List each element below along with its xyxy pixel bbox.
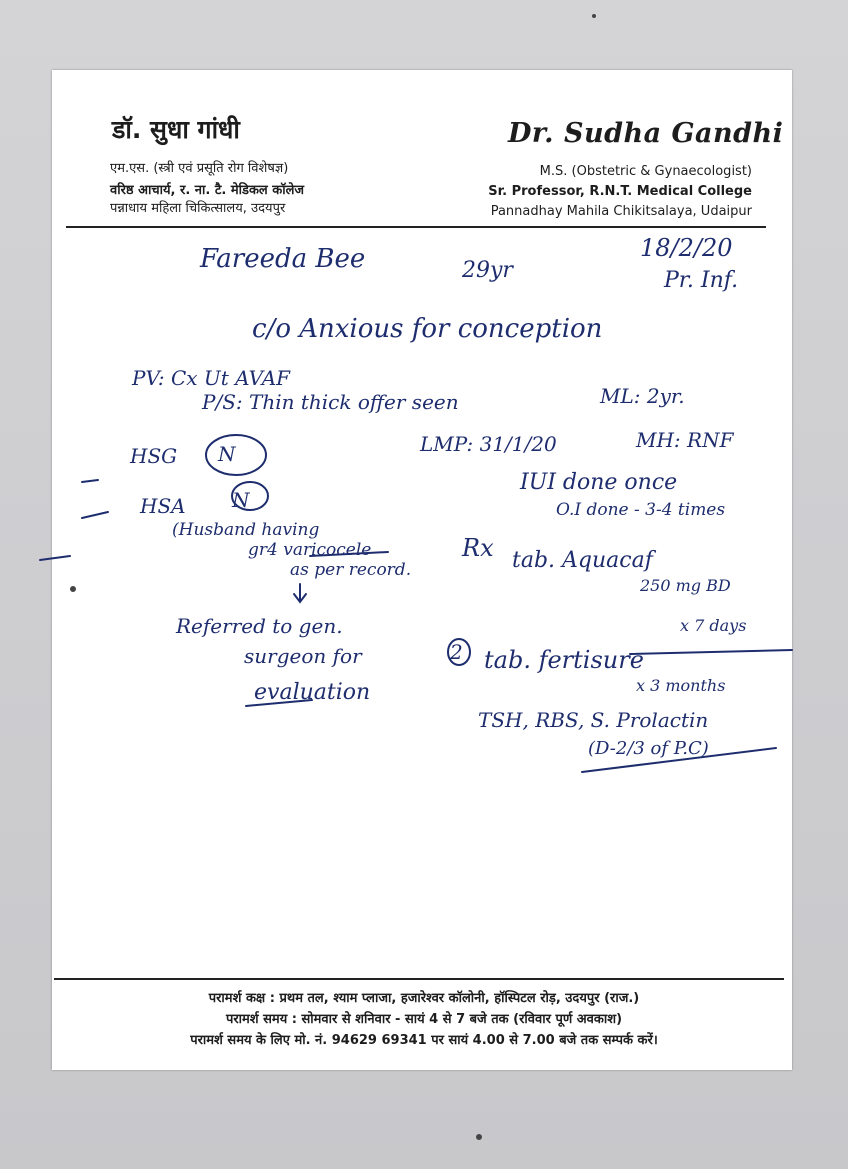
referral-note-2: surgeon for xyxy=(244,644,362,668)
ink-dot xyxy=(592,14,596,18)
evaluation-underline xyxy=(246,700,312,706)
footer-contact: परामर्श समय के लिए मो. नं. 94629 69341 पर सायं 4.00 से 7.00 बजे तक सम्पर्क करें। xyxy=(190,1033,658,1048)
degree-hindi: एम.एस. (स्त्री एवं प्रसूति रोग विशेषज्ञ) xyxy=(110,161,289,176)
footer-divider xyxy=(54,978,784,980)
hospital-hindi: पन्नाधाय महिला चिकित्सालय, उदयपुर xyxy=(110,201,286,216)
investigations: TSH, RBS, S. Prolactin xyxy=(478,708,709,732)
oi-history: O.I done - 3-4 times xyxy=(556,500,726,520)
medicine-2-circle xyxy=(448,639,470,665)
ink-dot xyxy=(476,1134,482,1140)
hospital-english: Pannadhay Mahila Chikitsalaya, Udaipur xyxy=(490,204,752,219)
footer-timings: परामर्श समय : सोमवार से शनिवार - सायं 4 से 7 बजे तक (रविवार पूर्ण अवकाश) xyxy=(225,1012,623,1027)
footer-address: परामर्श कक्ष : प्रथम तल, श्याम प्लाजा, हजारेश्वर कॉलोनी, हॉस्पिटल रोड़, उदयपुर (राज.) xyxy=(208,991,640,1006)
hsg-label: HSG xyxy=(130,444,178,468)
hsa-result: N xyxy=(232,488,250,512)
hsg-result: N xyxy=(218,442,236,466)
medicine-2: tab. fertisure xyxy=(484,646,644,674)
hsa-label: HSA xyxy=(140,494,186,518)
husband-note-3: as per record. xyxy=(290,560,412,580)
investigations-timing: (D-2/3 of P.C) xyxy=(588,738,709,759)
medicine-1: tab. Aquacaf xyxy=(512,548,653,573)
margin-dash-1 xyxy=(82,480,98,482)
post-hindi: वरिष्ठ आचार्य, र. ना. टै. मेडिकल कॉलेज xyxy=(110,183,305,198)
hsg-circle xyxy=(206,435,266,475)
chief-complaint: c/o Anxious for conception xyxy=(252,314,603,344)
doctor-name-english: Dr. Sudha Gandhi xyxy=(508,118,784,149)
margin-dash-2 xyxy=(82,512,108,518)
visit-date: 18/2/20 xyxy=(640,234,733,262)
ps-findings: P/S: Thin thick offer seen xyxy=(202,390,459,414)
varicocele-underline xyxy=(310,552,388,556)
patient-name: Fareeda Bee xyxy=(200,244,366,274)
patient-age: 29yr xyxy=(462,258,513,283)
down-arrow xyxy=(294,584,306,602)
degree-english: M.S. (Obstetric & Gynaecologist) xyxy=(539,164,752,179)
hsa-circle xyxy=(232,482,268,510)
ink-dot xyxy=(70,586,76,592)
diagnosis-tag: Pr. Inf. xyxy=(664,268,739,293)
husband-note-1: (Husband having xyxy=(172,520,320,540)
medicine-1-duration: x 7 days xyxy=(680,616,747,635)
iui-history: IUI done once xyxy=(520,470,678,495)
tests-underline xyxy=(582,748,776,772)
post-english: Sr. Professor, R.N.T. Medical College xyxy=(488,184,752,199)
referral-note-1: Referred to gen. xyxy=(176,614,343,638)
lmp: LMP: 31/1/20 xyxy=(420,432,557,456)
menstrual-history: MH: RNF xyxy=(636,428,734,452)
marital-life: ML: 2yr. xyxy=(600,384,685,408)
rx-symbol: Rx xyxy=(462,534,494,562)
referral-note-3: evaluation xyxy=(254,680,371,705)
medicine-1-dose: 250 mg BD xyxy=(640,576,731,595)
doctor-name-hindi: डॉ. सुधा गांधी xyxy=(112,115,240,144)
medicine-2-duration: x 3 months xyxy=(636,676,726,695)
medicine-2-line xyxy=(630,650,792,654)
margin-dash-3 xyxy=(40,556,70,560)
pv-findings: PV: Cx Ut AVAF xyxy=(132,366,291,390)
medicine-2-number: 2 xyxy=(450,640,463,664)
husband-note-2: gr4 varicocele xyxy=(248,540,372,560)
